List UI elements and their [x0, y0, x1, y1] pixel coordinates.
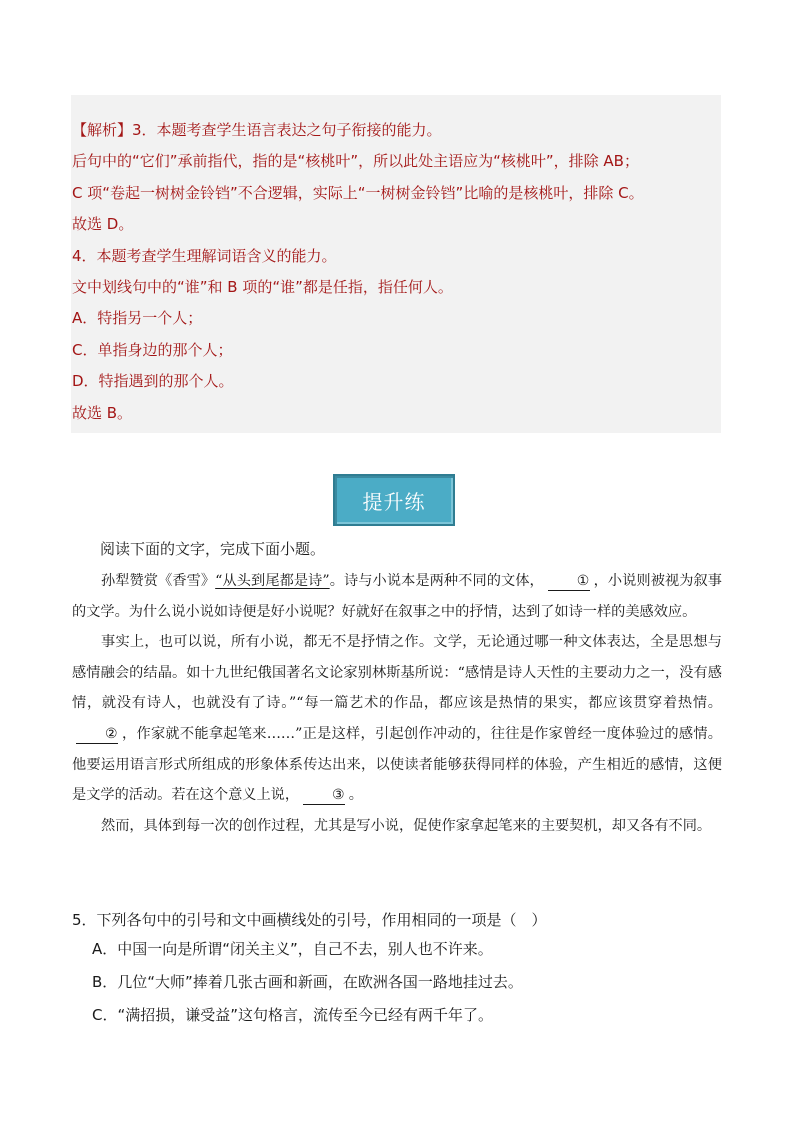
analysis-line-9: D．特指遇到的那个人。 — [72, 372, 234, 391]
analysis-line-7: A．特指另一个人； — [72, 309, 203, 328]
reading-instruction: 阅读下面的文字，完成下面小题。 — [100, 540, 326, 558]
analysis-tag: 【解析】 — [72, 121, 133, 139]
blank-1: ① — [548, 572, 590, 591]
question-5 — [72, 907, 722, 1032]
section-banner-label: 提升练 — [362, 489, 426, 514]
analysis-line-2: 后句中的“它们”承前指代，指的是“核桃叶”，所以此处主语应为“核桃叶”，排除 AB； — [72, 152, 639, 171]
option-b: B．几位“大师”捧着几张古画和新画，在欧洲各国一路地挂过去。 — [92, 973, 523, 991]
analysis-line-6: 文中划线句中的“谁”和 B 项的“谁”都是任指，指任何人。 — [72, 277, 453, 296]
option-a: A．中国一向是所谓“闭关主义”，自己不去，别人也不许来。 — [92, 940, 493, 958]
analysis-line-3: C 项“卷起一树树金铃铛”不合逻辑，实际上“一树树金铃铛”比喻的是核桃叶，排除 C。 — [72, 183, 644, 202]
analysis-line-4: 故选 D。 — [72, 215, 134, 234]
analysis-box — [71, 95, 721, 433]
analysis-line-1: 【解析】3．本题考查学生语言表达之句子衔接的能力。 — [72, 121, 442, 139]
passage-paragraph-3: 然而，具体到每一次的创作过程，尤其是写小说，促使作家拿起笔来的主要契机，却又各有不同。 — [101, 817, 712, 834]
blank-2: ② — [76, 725, 118, 744]
blank-3: ③ — [303, 786, 345, 805]
passage-paragraph-1: 孙犁赞赏《香雪》“从头到尾都是诗”。诗与小说本是两种不同的文体， ① ，小说则被视为叙事的文学。为什么说小说如诗便是好小说呢？好就好在叙事之中的抒情，达到了如诗一样的美感效应。 — [72, 573, 722, 620]
option-c: C．“满招损，谦受益”这句格言，流传至今已经有两千年了。 — [92, 1006, 494, 1024]
reading-passage — [72, 566, 722, 841]
underlined-quote: “从头到尾都是诗” — [215, 573, 330, 589]
question-stem: 5．下列各句中的引号和文中画横线处的引号，作用相同的一项是（ ） — [72, 911, 547, 929]
section-banner — [333, 474, 455, 526]
passage-paragraph-2: 事实上，也可以说，所有小说，都无不是抒情之作。文学，无论通过哪一种文体表达，全是思想与感情融会的结晶。如十九世纪俄国著名文论家别林斯基所说：“感情是诗人天性的主要动力之一，没有感情，就没有诗人，也就没有了诗。”“每一篇艺术的作品，都应该是热情的果实，都应该贯穿着热情。② ，作家就不能拿起笔来……”正是这样，引起创作冲动的，往往是作家曾经一度体验过的感情。他要运用语言形式所组成的形象体系传达出来，以使读者能够获得同样的体验，产生相近的感情，这便是文学的活动。若在这个意义上说， ③ 。 — [72, 634, 722, 804]
analysis-line-8: C．单指身边的那个人； — [72, 340, 233, 359]
analysis-line-10: 故选 B。 — [72, 403, 133, 422]
analysis-line-5: 4．本题考查学生理解词语含义的能力。 — [72, 246, 337, 265]
